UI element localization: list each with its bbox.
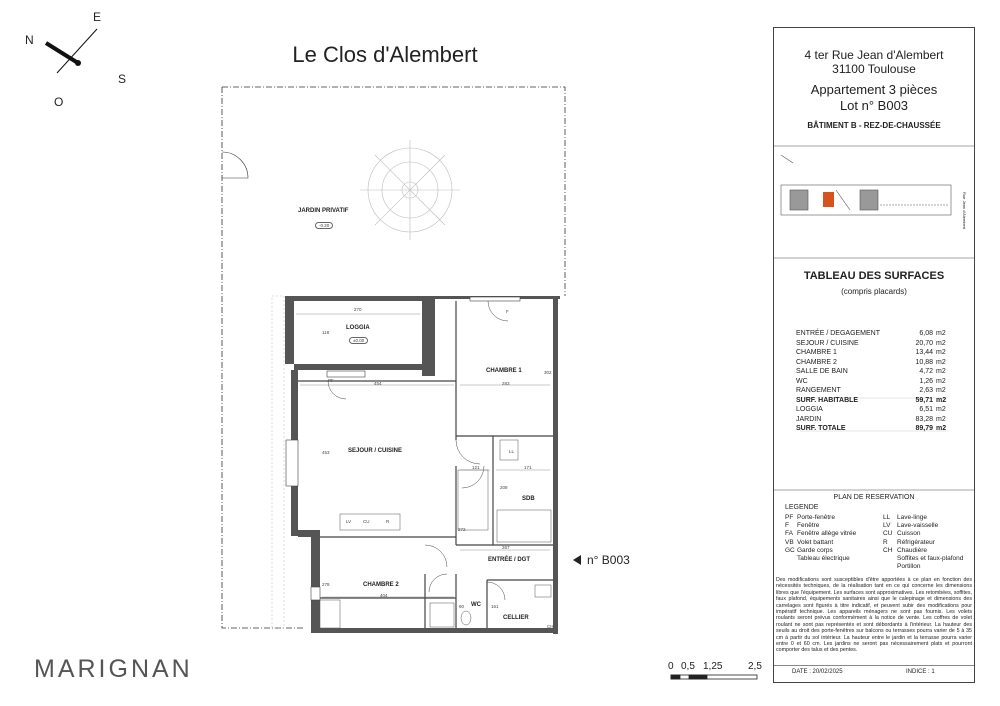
legend-row	[785, 563, 975, 571]
room-jardin: JARDIN PRIVATIF	[298, 208, 349, 214]
compass-s: S	[118, 72, 127, 86]
legend-v1: Fenêtre allège vitrée	[797, 530, 857, 538]
surface-row	[796, 358, 948, 368]
legend-row	[785, 547, 975, 555]
dim-ch2-h: 278	[322, 582, 330, 587]
lot-pointer-label: n° B003	[587, 553, 630, 567]
footer	[774, 665, 974, 680]
tree-icon	[360, 140, 460, 240]
surface-value: 1,26	[919, 377, 933, 385]
legend-k2: CH	[883, 546, 893, 554]
surface-unit: m2	[936, 368, 946, 375]
legend-row	[785, 514, 975, 522]
surface-unit: m2	[936, 349, 946, 356]
surface-value: 6,08	[919, 330, 933, 337]
surface-row	[796, 377, 948, 387]
legend-k1	[785, 563, 797, 571]
legend-k2: R	[883, 538, 888, 546]
legend-row	[785, 530, 975, 538]
room-cellier: CELLIER	[503, 615, 529, 621]
legend-k1: PF	[785, 514, 794, 521]
legend-k2	[883, 555, 897, 563]
compass-o: O	[54, 95, 64, 109]
surface-unit: m2	[936, 387, 946, 394]
reservation-header: PLAN DE RESERVATION	[833, 494, 915, 501]
fixtures	[320, 440, 551, 628]
disclaimer: Des modifications sont susceptibles d'être apportées à ce plan en fonction des nécessités techniques, de la réalisation tant en ce qui concerne les dimensions libres que l'équipement. Les surfaces sont approximatives. Les retombées, soffites, faux plafond, équipements sanitaires ainsi que le calepinage et dimensions des carrelages sont figurés à titre indicatif, et peuvent subir des modifications pour impératif technique. Les appareils ménagers ne sont pas fournis. Les volets roulants seront prévus conformément à la notice de vente. Les coffres de volet roulant ne sont pas représentés et sont débordants à l'intérieur. La hauteur des seuils au droit des porte-fenêtres sur balcons ou terrasses pourra varier de 5 à 35 cm à partir du sol intérieur. La hauteur entre le jardin et la terrasse pourra varier entre 0 et 60 cm. Les jardins ne seront pas nécessairement plats et pourront comporter des talus et des pentes.	[776, 577, 972, 654]
scale-tick-0: 0	[668, 661, 674, 672]
windows	[286, 297, 520, 600]
legend-k1: F	[785, 522, 789, 530]
jardin-level: -0.20	[315, 222, 333, 229]
surfaces-subtitle: (compris placards)	[841, 287, 907, 296]
dim-ch1-h: 302	[544, 370, 552, 375]
surface-label: SEJOUR / CUISINE	[796, 339, 859, 347]
surface-value: 83,28	[915, 415, 933, 423]
keyplan-street: Rue Jean d'Alembert	[962, 192, 967, 230]
legend-v2: Lave-linge	[897, 514, 927, 521]
surface-unit: m2	[936, 425, 947, 432]
room-entree: ENTRÉE / DGT	[488, 557, 531, 563]
surfaces-title: TABLEAU DES SURFACES	[803, 270, 945, 282]
surface-value: 20,70	[915, 339, 933, 347]
scale-tick-3: 2,5	[748, 661, 762, 672]
surface-value: 2,63	[919, 387, 933, 394]
plan-indice: INDICE : 1	[906, 669, 935, 675]
fixture-ll: LL	[509, 449, 515, 454]
surface-row	[796, 396, 948, 406]
surface-label: WC	[796, 377, 808, 385]
dim-loggia-w: 270	[354, 307, 362, 312]
surface-unit: m2	[936, 339, 946, 347]
garden-boundary	[222, 87, 565, 628]
dim-ch1-w: 283	[502, 381, 510, 386]
fixture-ch: CH	[547, 624, 554, 629]
surface-value: 13,44	[915, 349, 933, 356]
legend-k2	[883, 563, 897, 571]
surface-unit: m2	[936, 406, 946, 413]
surface-row	[796, 424, 948, 434]
fixture-cu: CU	[363, 519, 370, 524]
address-line1: 4 ter Rue Jean d'Alembert	[804, 48, 944, 62]
room-sdb: SDB	[522, 496, 535, 502]
lot-number: Lot n° B003	[839, 98, 909, 113]
legend-k1	[785, 555, 797, 563]
legend-v2: Réfrigérateur	[897, 538, 935, 546]
dim-sejour-w: 454	[374, 381, 382, 386]
compass-e: E	[93, 10, 102, 24]
surface-label: CHAMBRE 1	[796, 349, 837, 356]
project-title: Le Clos d'Alembert	[292, 42, 478, 67]
dim-sdb-w2: 171	[524, 465, 532, 470]
surface-unit: m2	[936, 358, 946, 366]
surface-label: SURF. TOTALE	[796, 425, 846, 432]
surface-value: 4,72	[919, 368, 933, 375]
surface-row	[796, 386, 948, 396]
surface-unit: m2	[936, 415, 946, 423]
building-level: BÂTIMENT B - REZ-DE-CHAUSSÉE	[807, 121, 941, 130]
surface-row	[796, 339, 948, 349]
dim-entree-h: 272	[458, 527, 466, 532]
room-chambre1: CHAMBRE 1	[486, 368, 522, 374]
surface-unit: m2	[936, 330, 946, 337]
surface-label: JARDIN	[796, 415, 822, 423]
surface-value: 10,88	[915, 358, 933, 366]
address	[773, 48, 975, 76]
legend-v1	[797, 563, 883, 571]
surface-label: ENTRÉE / DEGAGEMENT	[796, 330, 881, 337]
legend-k2: CU	[883, 530, 893, 538]
legend-v1: Garde corps	[797, 546, 833, 554]
dim-ch2-w: 404	[380, 593, 388, 598]
legend-v2: Chaudière	[897, 546, 927, 554]
legend-row	[785, 555, 975, 563]
legend-v2: Lave-vaisselle	[897, 522, 939, 530]
surface-label: RANGEMENT	[796, 387, 841, 394]
dim-sdb-w1: 121	[472, 465, 480, 470]
dim-loggia-h: 118	[322, 330, 330, 335]
surface-label: LOGGIA	[796, 406, 823, 413]
legend-v2: Cuisson	[897, 530, 921, 538]
loggia-level: ±0.00	[349, 337, 368, 344]
surfaces-table	[796, 329, 948, 434]
compass-n: N	[25, 33, 34, 47]
brand-logo: MARIGNAN	[34, 655, 193, 683]
hatched-strip	[272, 296, 284, 628]
fixture-lv: LV	[346, 519, 352, 524]
surface-value: 59,71	[915, 396, 933, 404]
legend-v2: Portillon	[897, 563, 921, 571]
legend-row	[785, 539, 975, 547]
surface-row	[796, 367, 948, 377]
dim-sejour-h: 453	[322, 450, 330, 455]
legend-k2: LL	[883, 514, 891, 521]
scale-tick-2: 1,25	[703, 661, 723, 672]
surface-label: SURF. HABITABLE	[796, 396, 859, 404]
legend-k2: LV	[883, 522, 891, 530]
legend-row	[785, 522, 975, 530]
room-loggia: LOGGIA	[346, 325, 370, 331]
surface-value: 6,51	[919, 406, 933, 413]
room-sejour: SEJOUR / CUISINE	[348, 448, 403, 454]
surface-row	[796, 415, 948, 425]
surface-unit: m2	[936, 396, 947, 404]
surface-value: 89,79	[915, 425, 933, 432]
fixture-r: R	[386, 519, 390, 524]
legend	[785, 514, 975, 571]
scale-bar	[671, 675, 757, 679]
surface-label: SALLE DE BAIN	[796, 368, 848, 375]
legend-k1: GC	[785, 546, 795, 554]
legend-v1: Volet battant	[797, 538, 834, 546]
legend-v2: Soffites et faux-plafond	[897, 555, 964, 563]
dim-sdb-h: 209	[500, 485, 508, 490]
apartment-info	[773, 82, 975, 114]
opening-pf: PF	[328, 378, 334, 383]
surface-row	[796, 348, 948, 358]
apartment-type: Appartement 3 pièces	[810, 82, 938, 97]
surface-row	[796, 405, 948, 415]
legend-k1: FA	[785, 530, 793, 538]
compass-icon	[46, 29, 97, 73]
legend-v1: Tableau électrique	[797, 555, 850, 563]
scale-tick-1: 0,5	[681, 661, 695, 672]
room-wc: WC	[471, 602, 481, 608]
legend-k1: VB	[785, 538, 794, 546]
opening-f: F	[506, 309, 509, 314]
legend-v1: Fenêtre	[797, 522, 820, 530]
surface-row	[796, 329, 948, 339]
legend-v1: Porte-fenêtre	[797, 514, 835, 521]
surface-unit: m2	[936, 377, 946, 385]
dim-wc-w: 90	[459, 604, 465, 609]
room-chambre2: CHAMBRE 2	[363, 582, 399, 588]
surface-label: CHAMBRE 2	[796, 358, 837, 366]
garden-gate-icon	[222, 152, 248, 178]
dim-entree-w: 267	[502, 545, 510, 550]
plan-date: DATE : 20/02/2025	[792, 669, 843, 675]
address-line2: 31100 Toulouse	[832, 62, 916, 76]
dim-cellier-w: 161	[491, 604, 499, 609]
legend-title: LEGENDE	[785, 504, 819, 511]
